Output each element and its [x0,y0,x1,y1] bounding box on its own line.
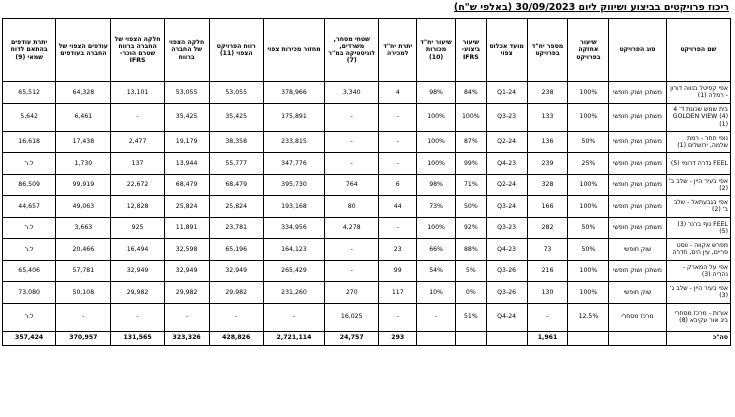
project-type: משתכן ושוק חופשי [609,82,666,104]
total-cell [609,331,666,345]
total-surplus-share: 370,957 [56,331,111,345]
project-type: משתכן ושוק חופשי [609,196,666,218]
commercial-area: 3,340 [325,82,379,104]
sold-rate: 98% [417,174,456,196]
column-header: חלקה הצפוי של החברה ברווח [164,19,209,82]
surplus-appraiser: 73,080 [3,282,56,304]
ifrs-completion: 87% [456,131,487,153]
table-footer [3,331,731,345]
project-type: משתכן ושוק חופשי [609,217,666,239]
unsold-units: 44 [379,196,417,218]
total-label: סה"כ [666,331,730,345]
expected-turnover: 378,966 [263,82,324,104]
commercial-area: - [325,239,379,261]
project-type: מרכז מסחרי [609,303,666,331]
surplus-share: - [56,303,111,331]
expected-turnover: 347,776 [263,153,324,175]
column-header: שיעור ביצוע- IFRS [456,19,487,82]
share-profit: - [164,303,209,331]
column-header: מספר יח"ד בפרויקט [527,19,568,82]
project-name: אורות - מרכז מסחרי ביג אור עקיבא (8) [666,303,730,331]
table-row [3,217,731,239]
holding-rate: 12.5% [568,303,609,331]
holding-rate: 100% [568,196,609,218]
surplus-appraiser: 65,512 [3,82,56,104]
total-cell [486,331,527,345]
surplus-share: 17,438 [56,131,111,153]
commercial-area: - [325,103,379,131]
ifrs-completion: 5% [456,260,487,282]
unsold-units: - [379,103,417,131]
occupancy-date: Q4-23 [486,239,527,261]
ifrs-completion: 51% [456,303,487,331]
occupancy-date: Q4-23 [486,153,527,175]
table-row [3,282,731,304]
ifrs-completion: 50% [456,196,487,218]
table-row [3,82,731,104]
expected-turnover: 265,429 [263,260,324,282]
projects-table [2,18,731,346]
project-type: משתכן ושוק חופשי [609,174,666,196]
table-body [3,82,731,332]
surplus-share: 99,919 [56,174,111,196]
total-cell [417,331,456,345]
expected-profit: 65,196 [209,239,263,261]
project-name: בית שמש שכונת ד' 4 GOLDEN VIEW (4)(1) [666,103,730,131]
expected-profit: 23,781 [209,217,263,239]
table-row [3,196,731,218]
share-unrecognized: 22,672 [111,174,164,196]
expected-profit: 68,479 [209,174,263,196]
column-header: שיעור אחזקה בפרויקט [568,19,609,82]
expected-turnover: 395,730 [263,174,324,196]
share-profit: 13,944 [164,153,209,175]
units-count: 282 [527,217,568,239]
sold-rate: 100% [417,153,456,175]
sold-rate: 100% [417,217,456,239]
expected-turnover: 164,123 [263,239,324,261]
units-count: 328 [527,174,568,196]
holding-rate: 100% [568,260,609,282]
project-name: אפי בעיר היין - שלב ג' (3) [666,282,730,304]
sold-rate: 54% [417,260,456,282]
table-header [3,19,731,82]
holding-rate: 100% [568,103,609,131]
holding-rate: 100% [568,282,609,304]
total-cell [568,331,609,345]
header-row [3,19,731,82]
share-unrecognized: - [111,103,164,131]
occupancy-date: Q2-24 [486,174,527,196]
ifrs-completion: 84% [456,82,487,104]
project-type: שוק חופשי [609,282,666,304]
occupancy-date: Q4-24 [486,303,527,331]
total-row [3,331,731,345]
surplus-share: 50,108 [56,282,111,304]
total-share-unrecognized: 131,565 [111,331,164,345]
unsold-units: 117 [379,282,417,304]
surplus-appraiser: 65,406 [3,260,56,282]
expected-profit: 32,949 [209,260,263,282]
unsold-units: 4 [379,82,417,104]
share-profit: 29,982 [164,282,209,304]
table-row [3,103,731,131]
commercial-area: - [325,260,379,282]
sold-rate: 100% [417,103,456,131]
expected-turnover: 175,891 [263,103,324,131]
project-name: אפי קפיטל בנווה דורון - רמלה (1) [666,82,730,104]
ifrs-completion: 0% [456,282,487,304]
share-unrecognized: 12,828 [111,196,164,218]
commercial-area: 16,025 [325,303,379,331]
expected-turnover: 334,956 [263,217,324,239]
share-unrecognized: 29,982 [111,282,164,304]
project-type: משתכן ושוק חופשי [609,103,666,131]
share-unrecognized: - [111,303,164,331]
surplus-appraiser: ל.ר [3,217,56,239]
ifrs-completion: 99% [456,153,487,175]
project-name: מפרש אקווה - ווסט פריים, עין הים, חדרה [666,239,730,261]
page-title: ריכוז פרויקטים בביצוע ושיווק ליום 30/09/2023 (באלפי ש"ח) [453,2,729,13]
occupancy-date: Q3-26 [486,260,527,282]
share-unrecognized: 137 [111,153,164,175]
column-header: מועד אכלוס צפוי [486,19,527,82]
holding-rate: 50% [568,239,609,261]
sold-rate: 100% [417,131,456,153]
surplus-share: 64,328 [56,82,111,104]
share-profit: 53,055 [164,82,209,104]
commercial-area: 270 [325,282,379,304]
surplus-share: 3,663 [56,217,111,239]
total-profit: 428,826 [209,331,263,345]
share-profit: 25,824 [164,196,209,218]
surplus-appraiser: ל.ר [3,303,56,331]
project-type: משתכן ושוק חופשי [609,153,666,175]
holding-rate: 100% [568,174,609,196]
share-profit: 19,179 [164,131,209,153]
table-row [3,174,731,196]
surplus-share: 57,781 [56,260,111,282]
share-profit: 32,598 [164,239,209,261]
project-type: משתכן ושוק חופשי [609,260,666,282]
share-unrecognized: 16,494 [111,239,164,261]
share-unrecognized: 925 [111,217,164,239]
share-unrecognized: 13,101 [111,82,164,104]
project-type: שוק חופשי [609,239,666,261]
ifrs-completion: 71% [456,174,487,196]
surplus-share: 6,461 [56,103,111,131]
commercial-area: - [325,131,379,153]
total-unsold: 293 [379,331,417,345]
units-count: 130 [527,282,568,304]
unsold-units: - [379,217,417,239]
column-header: שיעור יח"ד מכורות (10) [417,19,456,82]
share-unrecognized: 2,477 [111,131,164,153]
table-row [3,260,731,282]
column-header: סוג הפרויקט [609,19,666,82]
surplus-appraiser: 5,642 [3,103,56,131]
surplus-share: 20,466 [56,239,111,261]
share-profit: 35,425 [164,103,209,131]
expected-turnover: 233,815 [263,131,324,153]
unsold-units: - [379,303,417,331]
table-row [3,131,731,153]
surplus-share: 49,063 [56,196,111,218]
commercial-area: 4,278 [325,217,379,239]
table-row [3,153,731,175]
total-share-profit: 323,326 [164,331,209,345]
expected-profit: 29,982 [209,282,263,304]
commercial-area: - [325,153,379,175]
project-name: FEEL גדרה דרומי (5) [666,153,730,175]
project-type: משתכן ושוק חופשי [609,131,666,153]
column-header: עודפים הצפוי של החברה בעודפים [56,19,111,82]
column-header: יתרת יח"ד למכירה [379,19,417,82]
surplus-appraiser: 86,509 [3,174,56,196]
surplus-appraiser: 16,618 [3,131,56,153]
units-count: - [527,303,568,331]
sold-rate: 73% [417,196,456,218]
expected-profit: 38,358 [209,131,263,153]
column-header: חלקה הצפוי של החברה ברווח שטרם הוכר- IFRS [111,19,164,82]
occupancy-date: Q3-24 [486,196,527,218]
table-row [3,303,731,331]
expected-turnover: - [263,303,324,331]
units-count: 133 [527,103,568,131]
sold-rate: 66% [417,239,456,261]
holding-rate: 25% [568,153,609,175]
occupancy-date: Q3-26 [486,282,527,304]
share-profit: 68,479 [164,174,209,196]
column-header: רווח הפרויקט הצפוי (11) [209,19,263,82]
total-turnover: 2,721,114 [263,331,324,345]
total-surplus-appraiser: 357,424 [3,331,56,345]
occupancy-date: Q1-24 [486,82,527,104]
project-name: אפי בעיר היין - שלב ב' (2) [666,174,730,196]
total-units: 1,961 [527,331,568,345]
project-name: אפי על המארק - נהריה (3) [666,260,730,282]
commercial-area: 80 [325,196,379,218]
expected-turnover: 193,168 [263,196,324,218]
holding-rate: 50% [568,131,609,153]
column-header: יתרת עודפים בהתאם לדוח שמאי (9) [3,19,56,82]
surplus-appraiser: ל.ר [3,153,56,175]
ifrs-completion: 92% [456,217,487,239]
column-header: שטחי מסחר, משרדים, לוגיסטיקה במ"ר (7) [325,19,379,82]
occupancy-date: Q2-24 [486,131,527,153]
units-count: 136 [527,131,568,153]
units-count: 216 [527,260,568,282]
share-unrecognized: 32,949 [111,260,164,282]
unsold-units: - [379,131,417,153]
surplus-share: 1,730 [56,153,111,175]
unsold-units: 6 [379,174,417,196]
surplus-appraiser: ל.ר [3,239,56,261]
unsold-units: 99 [379,260,417,282]
project-name: FEEL נוף ברנר (3)(5) [666,217,730,239]
commercial-area: 764 [325,174,379,196]
total-commercial: 24,757 [325,331,379,345]
occupancy-date: Q3-23 [486,103,527,131]
holding-rate: 100% [568,82,609,104]
holding-rate: 50% [568,217,609,239]
expected-profit: 55,777 [209,153,263,175]
ifrs-completion: 88% [456,239,487,261]
total-cell [456,331,487,345]
units-count: 166 [527,196,568,218]
surplus-appraiser: 44,657 [3,196,56,218]
share-profit: 32,949 [164,260,209,282]
column-header: מחזור מכירות צפוי [263,19,324,82]
sold-rate: 98% [417,82,456,104]
sold-rate: 10% [417,282,456,304]
units-count: 238 [527,82,568,104]
occupancy-date: Q3-23 [486,217,527,239]
units-count: 239 [527,153,568,175]
unsold-units: 23 [379,239,417,261]
share-profit: 11,891 [164,217,209,239]
project-name: נופי חחר - רמת שלמה, ירושלים (1) [666,131,730,153]
sold-rate: - [417,303,456,331]
units-count: 73 [527,239,568,261]
column-header: שם הפרויקט [666,19,730,82]
unsold-units: - [379,153,417,175]
expected-profit: 53,055 [209,82,263,104]
expected-turnover: 231,260 [263,282,324,304]
ifrs-completion: 100% [456,103,487,131]
expected-profit: 35,425 [209,103,263,131]
expected-profit: - [209,303,263,331]
project-name: אפי בגבעתאל - שלב ב' (2) [666,196,730,218]
expected-profit: 25,824 [209,196,263,218]
table-row [3,239,731,261]
